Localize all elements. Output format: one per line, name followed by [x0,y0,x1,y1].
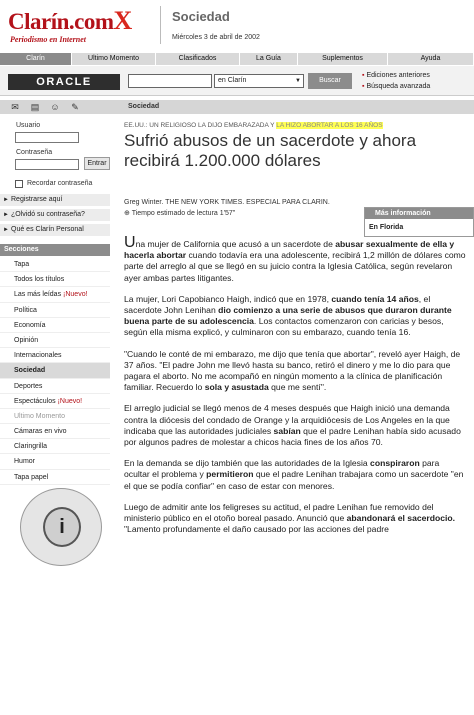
sections-list [0,257,110,485]
arrow-right-icon: ► [3,197,9,203]
search-scope-value: en Clarín [218,77,247,84]
search-links [362,70,430,92]
text: cuando todavía era una adolescente, recibirá 1,2 millón de dólares como parte del arreglo al que se llegó en su juicio contra la Iglesia Católica, según revelaron ayer ambas partes litigantes. [124,250,466,283]
logo-x-mark: X [113,6,132,35]
password-input[interactable] [15,159,79,170]
section-label: Política [14,306,37,314]
bold-text: abusar sexualmente de ella y hacerla abortar [124,239,455,261]
clock-icon: ⊕ [124,210,132,217]
bold-text: sola y asustada [204,382,269,393]
paragraph [124,458,466,492]
link-label: Registrarse aquí [11,196,63,203]
new-badge: ¡Nuevo! [57,397,83,405]
text: Luego de admitir ante los feligreses su actitud, el padre Lenihan fue removido del ministerio público en el otoño boreal pasado. Anunció que [124,501,434,524]
bold-text: cuando tenía 14 años [331,293,419,304]
more-info-box [364,207,474,237]
section-label: Deportes [14,382,43,390]
section-item-camaras-en-vivo[interactable] [0,424,110,439]
section-item-sociedad[interactable] [0,363,110,378]
nav-item-clarin[interactable]: Clarín [0,53,72,65]
text: En la demanda se dijo también que las autoridades de la Iglesia [124,458,371,469]
new-badge: ¡Nuevo! [63,291,88,299]
bold-text: sabían [273,425,301,436]
chevron-down-icon: ▼ [295,78,301,84]
tools-icon[interactable]: ✎ [71,102,79,112]
logo-text: Clarín.com [8,9,114,34]
text: "Cuando le conté de mi embarazo, me dijo que tenía que abortar", reveló ayer Haigh, de 37 años. "El padre John me llevó hasta su banco, retiró el dinero y me lo dio para que pagara el aborto. No me acompañó en ningún momento a la clínica de planificación familiar. Recuerdo lo [124,348,461,393]
section-title: Sociedad [172,9,230,24]
nav-item-la-guia[interactable]: La Guía [240,53,298,65]
remember-checkbox[interactable] [15,180,23,188]
arrow-right-icon: ► [3,212,9,218]
text: . Los contactos comenzaron con caricias y besos, según ella misma explicó, y culminaron con su embarazo, cuando tenía 16. [124,316,444,338]
forgot-password-link[interactable] [0,209,110,221]
enter-button[interactable]: Entrar [84,157,110,170]
read-time [124,209,235,217]
section-item-tapa[interactable] [0,257,110,272]
section-label: Humor [14,458,36,466]
section-item-politica[interactable] [0,303,110,318]
section-item-economia[interactable] [0,318,110,333]
paragraph [124,294,466,339]
section-label: Tapa papel [14,473,49,481]
drop-cap: U [124,234,136,251]
paragraph [124,403,466,448]
person-icon[interactable]: ☺ [50,102,60,112]
search-bar [0,66,474,96]
info-badge[interactable] [20,488,102,566]
user-input[interactable] [15,132,79,143]
header-divider [160,6,161,44]
nav-item-ultimo-momento[interactable]: Ultimo Momento [72,53,156,65]
section-label: Claringrilla [14,443,48,451]
bold-text: conspiraron [370,458,420,469]
site-tagline: Periodismo en Internet [10,35,87,44]
section-item-las-mas-leidas[interactable] [0,287,110,302]
site-header [0,0,474,50]
section-label: Opinión [14,336,39,344]
arrow-right-icon: ► [3,227,9,233]
more-info-caption: Más información [365,208,473,219]
password-label: Contraseña [16,149,53,156]
section-item-humor[interactable] [0,454,110,469]
bold-text: permitieron [206,469,254,480]
paragraph [124,502,466,536]
text: que me sentí". [268,382,327,393]
strip-section-name: Sociedad [128,103,160,110]
search-input[interactable] [128,74,212,88]
section-item-ultimo-momento[interactable] [0,409,110,424]
section-item-deportes[interactable] [0,379,110,394]
paragraph [124,234,466,284]
text: para ocultar el problema y [124,458,440,480]
link-label: Búsqueda avanzada [366,83,431,90]
clarin-personal-link[interactable] [0,224,110,236]
section-item-tapa-papel[interactable] [0,470,110,485]
tool-icons [8,101,82,113]
remember-label: Recordar contraseña [27,180,93,187]
text: "Lamento profundamente el daño causado por las acciones del padre [124,524,389,535]
register-link[interactable] [0,194,110,206]
kicker-text: EE.UU.: UN RELIGIOSO LA DIJO EMBARAZADA Y [124,122,277,129]
link-label: ¿Olvidó su contraseña? [11,211,85,218]
section-item-internacionales[interactable] [0,348,110,363]
bullet-icon: ▪ [362,72,367,79]
section-label: Las más leídas [14,291,64,299]
section-label: Economía [14,321,46,329]
search-button[interactable]: Buscar [308,73,352,89]
link-label: Ediciones anteriores [366,72,430,79]
text: que el padre Lenihan trabajara como un sacerdote "en el que se podía confiar" en caso de estar con menores. [124,469,464,491]
section-item-claringrilla[interactable] [0,439,110,454]
main-nav [0,53,474,65]
bold-text: dio comienzo a una serie de abusos que duraron durante buena parte de su adolescencia [124,305,452,327]
read-time-text: Tiempo estimado de lectura 1'57" [131,210,236,217]
article-byline: Greg Winter. THE NEW YORK TIMES. ESPECIAL PARA CLARIN. [124,199,330,206]
sidebar [0,118,112,715]
nav-item-clasificados[interactable]: Clasificados [156,53,240,65]
section-label: Cámaras en vivo [14,428,67,436]
section-label: Espectáculos [14,397,58,405]
section-label: Todos los títulos [14,276,65,284]
text: na mujer de California que acusó a un sacerdote de [135,239,336,249]
link-busqueda-avanzada[interactable] [362,81,430,92]
section-item-espectaculos[interactable] [0,394,110,409]
text: La mujer, Lori Capobianco Haigh, indicó que en 1978, [124,293,332,304]
link-ediciones-anteriores[interactable] [362,70,430,81]
site-logo[interactable] [8,6,132,36]
section-label: Sociedad [14,367,46,375]
article-title: Sufrió abusos de un sacerdote y ahora recibirá 1.200.000 dólares [124,131,417,170]
info-icon: i [43,507,81,547]
section-label: Ultimo Momento [14,412,65,420]
nav-item-ayuda[interactable]: Ayuda [388,53,474,65]
link-label: Qué es Clarín Personal [11,226,84,233]
text: , el sacerdote John Lenihan [124,293,431,316]
section-label: Internacionales [14,352,62,360]
section-label: Tapa [14,261,30,268]
bold-text: abandonará el sacerdocio. [346,513,456,524]
edition-date: Miércoles 3 de abril de 2002 [172,34,260,41]
nav-item-suplementos[interactable]: Suplementos [298,53,388,65]
search-scope-select[interactable] [214,74,304,88]
paragraph [124,349,466,394]
mail-icon[interactable]: ✉ [11,102,19,112]
bullet-icon: ▪ [362,83,367,90]
text: El arreglo judicial se llegó menos de 4 meses después que Haigh inició una demanda contra la diócesis del condado de Orange y la arquidiócesis de Los Angeles en la que indicaba que las autoridades judiciales [124,403,450,436]
kicker-highlight: LA HIZO ABORTAR A LOS 16 AÑOS [276,122,383,129]
oracle-banner[interactable]: ORACLE [8,74,120,90]
section-item-opinion[interactable] [0,333,110,348]
section-strip [0,100,474,114]
text: que el padre Lenihan había sido acusado por algunos padres de molestar a chicos hacia fines de los años 70. [124,425,461,448]
section-item-todos-los-titulos[interactable] [0,272,110,287]
article-kicker [124,122,383,129]
sections-caption: Secciones [0,244,110,256]
news-icon[interactable]: ▤ [30,102,40,112]
more-info-link[interactable]: En Florida [369,224,404,231]
user-label: Usuario [16,122,41,129]
article-body [124,234,466,545]
